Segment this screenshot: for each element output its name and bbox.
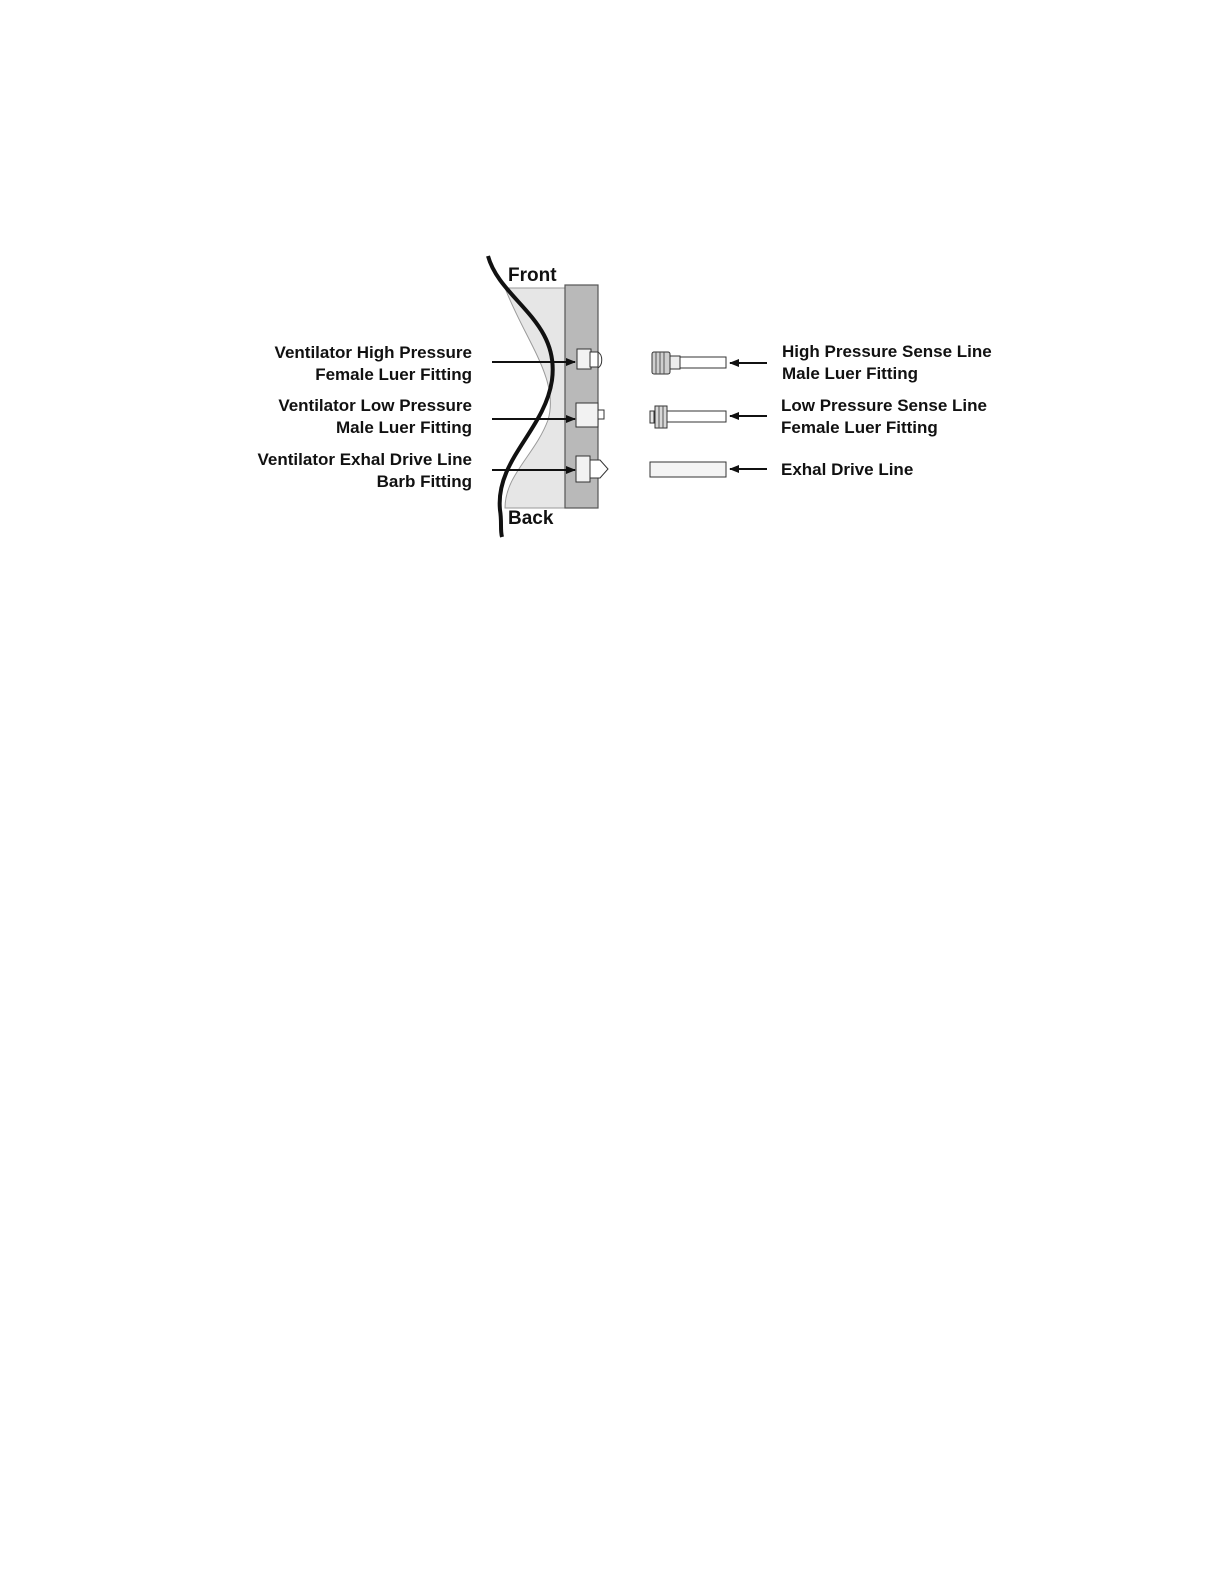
left-label-barb-line2: Barb Fitting [376,472,472,491]
left-label-high-pressure-line2: Female Luer Fitting [315,365,472,384]
back-label: Back [508,508,554,529]
right-label-high-pressure-line2: Male Luer Fitting [782,364,918,383]
low-pressure-sense-line-tube [650,406,726,428]
left-label-high-pressure-line1: Ventilator High Pressure [274,343,472,362]
exhal-drive-line-barb-fitting [576,456,608,482]
high-pressure-female-luer-fitting [577,349,602,369]
left-label-barb-line1: Ventilator Exhal Drive Line [257,450,472,469]
high-pressure-sense-line-tube [652,352,726,374]
exhal-drive-line-tube [650,462,726,477]
low-pressure-male-luer-fitting [576,403,604,427]
right-label-high-pressure-line1: High Pressure Sense Line [782,342,992,361]
right-label-low-pressure-line1: Low Pressure Sense Line [781,396,987,415]
right-label-low-pressure-line2: Female Luer Fitting [781,418,938,437]
left-label-low-pressure-line2: Male Luer Fitting [336,418,472,437]
front-label: Front [508,265,557,286]
left-label-low-pressure-line1: Ventilator Low Pressure [278,396,472,415]
right-label-exhal-drive-line: Exhal Drive Line [781,460,914,479]
